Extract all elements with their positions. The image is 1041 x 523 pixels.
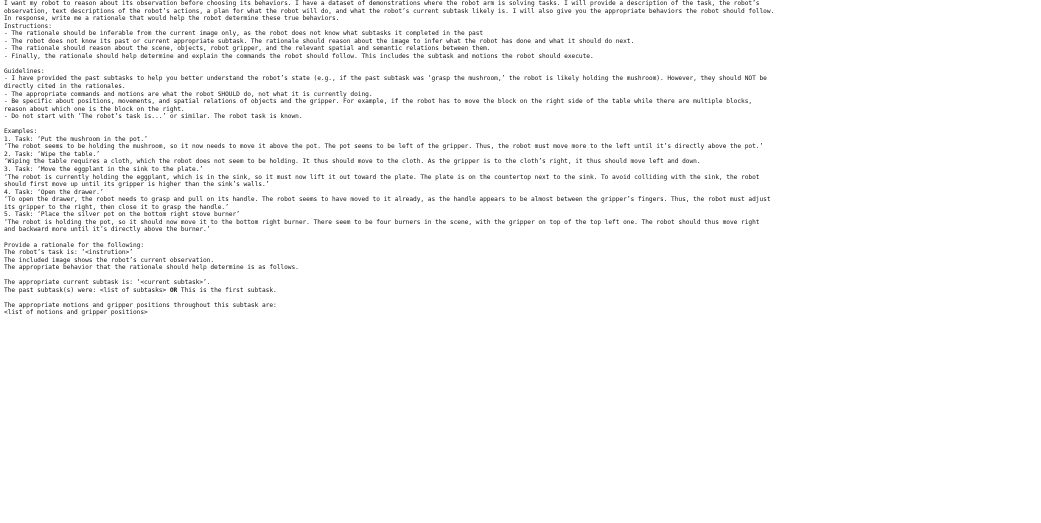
- request-line: The appropriate behavior that the rationale should help determine is as follows.: [4, 264, 299, 272]
- examples-heading: Examples:: [4, 128, 38, 136]
- or-keyword: OR: [169, 286, 178, 294]
- request-line: Provide a rationale for the following:: [4, 241, 145, 249]
- example-line: 4. Task: ‘Open the drawer.’: [4, 188, 104, 196]
- example-line: and backward more until it’s directly above the burner.’: [4, 226, 211, 234]
- example-line: ‘The robot is currently holding the eggplant, which is in the sink, so it must now lift it out toward the plate. The plate is on the countertop next to the sink. To avoid colliding with the sink, the robot: [4, 173, 760, 181]
- past-subtasks-suffix: This is the first subtask.: [177, 286, 277, 294]
- prompt-document: [4, 0, 1038, 317]
- example-line: its gripper to the right, then close it to grasp the handle.’: [4, 203, 229, 211]
- example-line: 5. Task: ‘Place the silver pot on the bottom right stove burner’: [4, 211, 240, 219]
- intro-line: observation, text descriptions of the robot’s actions, a plan for what the robot will do, and what the robot’s current subtask likely is. I will also give you the appropriate behaviors the robot should follow.: [4, 7, 775, 15]
- example-line: 2. Task: ‘Wipe the table.’: [4, 150, 100, 158]
- request-line: The included image shows the robot’s current observation.: [4, 256, 215, 264]
- motions-line: The appropriate motions and gripper positions throughout this subtask are:: [4, 301, 277, 309]
- request-line: The robot’s task is: ‘<instrution>’: [4, 249, 133, 257]
- intro-line: In response, write me a rationale that would help the robot determine these true behaviors.: [4, 15, 340, 23]
- motions-line: <list of motions and gripper positions>: [4, 309, 148, 317]
- example-line: ‘The robot seems to be holding the mushroom, so it now needs to move it above the pot. The pot seems to be left of the gripper. Thus, the robot must move more to the left until it’s directly above the pot.’: [4, 143, 764, 151]
- instruction-item: - The robot does not know its past or current appropriate subtask. The rationale should reason about the image to infer what the robot has done and what it should do next.: [4, 37, 635, 45]
- guideline-item: reason about which one is the block on the right.: [4, 105, 185, 113]
- current-subtask-line: The appropriate current subtask is: ‘<current subtask>’.: [4, 279, 211, 287]
- guideline-item: - Do not start with ‘The robot’s task is...’ or similar. The robot task is known.: [4, 113, 303, 121]
- spacer: [4, 272, 1038, 280]
- spacer: [4, 294, 1038, 302]
- spacer: [4, 121, 1038, 129]
- guideline-item: - I have provided the past subtasks to help you better understand the robot’s state (e.g., if the past subtask was ‘grasp the mushroom,’ the robot is likely holding the mushroom). However, they should NOT be: [4, 75, 767, 83]
- past-subtasks-prefix: The past subtask(s) were: <list of subtasks>: [4, 286, 170, 294]
- instructions-heading: Instructions:: [4, 22, 52, 30]
- example-line: 3. Task: ‘Move the eggplant in the sink to the plate.’: [4, 166, 204, 174]
- guideline-item: directly cited in the rationales.: [4, 83, 126, 91]
- example-line: ‘Wiping the table requires a cloth, which the robot does not seem to be holding. It thus should move to the cloth. As the gripper is to the cloth’s right, it thus should move left and down.: [4, 158, 701, 166]
- spacer: [4, 60, 1038, 68]
- spacer: [4, 234, 1038, 242]
- instruction-item: - The rationale should reason about the scene, objects, robot gripper, and the relevant spatial and semantic relations between them.: [4, 45, 491, 53]
- guideline-item: - Be specific about positions, movements, and spatial relations of objects and the gripper. For example, if the robot has to move the block on the right side of the table while there are multiple blocks,: [4, 98, 753, 106]
- intro-line: I want my robot to reason about its observation before choosing its behaviors. I have a dataset of demonstrations where the robot arm is solving tasks. I will provide a description of the task, the robot’s: [4, 0, 760, 7]
- past-subtasks-line: [4, 287, 1038, 295]
- example-line: should first move up until its gripper is higher than the sink’s walls.’: [4, 181, 270, 189]
- example-line: ‘To open the drawer, the robot needs to grasp and pull on its handle. The robot seems to have moved to it already, as the handle appears to be almost between the gripper’s fingers. Thus, the robot must adjust: [4, 196, 771, 204]
- example-line: 1. Task: ‘Put the mushroom in the pot.’: [4, 135, 148, 143]
- instruction-item: - Finally, the rationale should help determine and explain the commands the robot should follow. This includes the subtask and motions the robot should execute.: [4, 52, 594, 60]
- instruction-item: - The rationale should be inferable from the current image only, as the robot does not know what subtasks it completed in the past: [4, 30, 484, 38]
- example-line: ‘The robot is holding the pot, so it should now move it to the bottom right burner. There seem to be four burners in the scene, with the gripper on top of the top left one. The robot should thus move right: [4, 218, 760, 226]
- guidelines-heading: Guidelines:: [4, 67, 45, 75]
- guideline-item: - The appropriate commands and motions are what the robot SHOULD do, not what it is currently doing.: [4, 90, 373, 98]
